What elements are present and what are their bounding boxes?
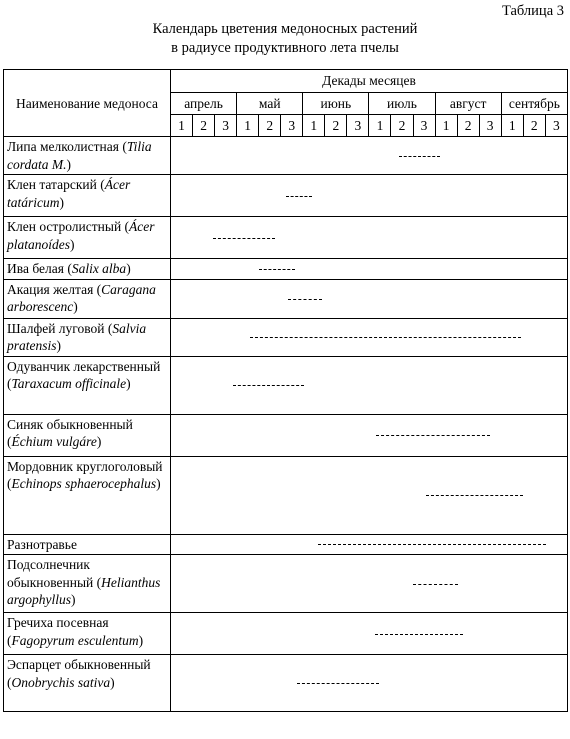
bloom-period-bar bbox=[297, 683, 380, 684]
plant-latin-name: Salvia pratensis bbox=[7, 320, 147, 353]
bloom-timeline-cell bbox=[171, 555, 568, 613]
decade-number: 1 bbox=[501, 115, 523, 137]
month-header: июнь bbox=[303, 93, 369, 115]
plant-name-cell: Ива белая (Salix alba) bbox=[4, 259, 171, 280]
plant-name: Разнотравье bbox=[7, 536, 77, 552]
plant-name-cell: Эспарцет обыкновенный (Onobrychis sativa) bbox=[4, 655, 171, 712]
header-decades: Декады месяцев bbox=[171, 70, 568, 93]
plant-name: Одуванчик лекарственный bbox=[7, 358, 161, 374]
plant-name: Акация желтая bbox=[7, 281, 94, 297]
bloom-period-bar bbox=[213, 238, 275, 239]
plant-name-cell: Шалфей луговой (Salvia pratensis) bbox=[4, 318, 171, 356]
bloom-period-bar bbox=[426, 495, 523, 496]
plant-name: Подсолнечник обыкновенный bbox=[7, 557, 94, 590]
plant-latin-name: Tilia cordata M. bbox=[7, 139, 152, 172]
decade-number: 1 bbox=[237, 115, 259, 137]
plant-name-cell: Акация желтая (Caragana arborescenc) bbox=[4, 279, 171, 318]
plant-name-cell: Одуванчик лекарственный (Taraxacum officinale) bbox=[4, 356, 171, 414]
plant-name: Клен татарский bbox=[7, 177, 97, 192]
decade-number: 3 bbox=[347, 115, 369, 137]
plant-row bbox=[4, 279, 568, 318]
plant-name-cell: Подсолнечник обыкновенный (Helianthus argophyllus) bbox=[4, 555, 171, 613]
plant-name: Синяк обыкновенный bbox=[7, 416, 133, 432]
bloom-period-bar bbox=[413, 584, 458, 585]
bloom-timeline-cell bbox=[171, 613, 568, 655]
plant-row bbox=[4, 613, 568, 655]
decade-number: 3 bbox=[479, 115, 501, 137]
decade-number: 1 bbox=[171, 115, 193, 137]
bloom-calendar-table bbox=[3, 69, 568, 712]
title-line-1: Календарь цветения медоносных растений bbox=[152, 21, 418, 37]
decade-number: 2 bbox=[259, 115, 281, 137]
plant-row bbox=[4, 217, 568, 259]
bloom-period-bar bbox=[288, 299, 322, 300]
decade-number: 3 bbox=[545, 115, 567, 137]
plant-latin-name: Ácer tatáricum bbox=[7, 177, 131, 210]
bloom-timeline-cell bbox=[171, 318, 568, 356]
plant-row bbox=[4, 259, 568, 280]
decade-number: 1 bbox=[435, 115, 457, 137]
plant-name: Эспарцет обыкновенный bbox=[7, 657, 151, 672]
month-header: май bbox=[237, 93, 303, 115]
bloom-period-bar bbox=[375, 634, 463, 635]
decade-number: 3 bbox=[281, 115, 303, 137]
header-row-1 bbox=[4, 70, 568, 93]
header-plant-name: Наименование медоноса bbox=[4, 70, 171, 137]
plant-name: Гречиха посевная bbox=[7, 615, 109, 630]
bloom-period-bar bbox=[376, 435, 490, 436]
plant-name: Липа мелколистная bbox=[7, 139, 119, 154]
table-title bbox=[0, 20, 570, 58]
plant-latin-name: Échium vulgáre bbox=[11, 434, 97, 449]
plant-row bbox=[4, 655, 568, 712]
plant-row bbox=[4, 356, 568, 414]
plant-name-cell: Клен татарский (Ácer tatáricum) bbox=[4, 175, 171, 217]
bloom-timeline-cell bbox=[171, 414, 568, 456]
plant-name-cell bbox=[4, 534, 171, 555]
bloom-period-bar bbox=[259, 269, 294, 270]
plant-name-cell: Гречиха посевная (Fagopyrum esculentum) bbox=[4, 613, 171, 655]
decade-number: 2 bbox=[391, 115, 413, 137]
bloom-period-bar bbox=[233, 385, 305, 386]
plant-name-cell: Мордовник круглоголовый (Echinops sphaerocephalus) bbox=[4, 456, 171, 534]
plant-name: Шалфей луговой bbox=[7, 320, 105, 336]
plant-latin-name: Caragana arborescenc bbox=[7, 281, 156, 314]
decade-number: 3 bbox=[413, 115, 435, 137]
decade-number: 1 bbox=[303, 115, 325, 137]
month-header: август bbox=[435, 93, 501, 115]
bloom-timeline-cell bbox=[171, 217, 568, 259]
plant-name-cell: Синяк обыкновенный (Échium vulgáre) bbox=[4, 414, 171, 456]
bloom-period-bar bbox=[250, 337, 520, 338]
plant-name: Клен остролистный bbox=[7, 219, 122, 234]
decade-number: 1 bbox=[369, 115, 391, 137]
decade-number: 2 bbox=[523, 115, 545, 137]
plant-row bbox=[4, 318, 568, 356]
plant-row bbox=[4, 534, 568, 555]
plant-name-cell: Липа мелколистная (Tilia cordata M.) bbox=[4, 137, 171, 175]
plant-name: Мордовник круглоголовый bbox=[7, 458, 163, 474]
bloom-timeline-cell bbox=[171, 175, 568, 217]
bloom-period-bar bbox=[399, 156, 440, 157]
bloom-timeline-cell bbox=[171, 655, 568, 712]
plant-row bbox=[4, 137, 568, 175]
bloom-timeline-cell bbox=[171, 356, 568, 414]
bloom-period-bar bbox=[286, 196, 312, 197]
plant-row bbox=[4, 414, 568, 456]
title-line-2: в радиусе продуктивного лета пчелы bbox=[171, 40, 399, 56]
month-header: сентябрь bbox=[501, 93, 567, 115]
table-number: Таблица 3 bbox=[501, 3, 564, 19]
plant-name: Ива белая bbox=[7, 261, 64, 276]
plant-latin-name: Taraxacum officinale bbox=[11, 376, 127, 391]
plant-latin-name: Echinops sphaerocephalus bbox=[11, 476, 157, 491]
decade-number: 3 bbox=[215, 115, 237, 137]
bloom-timeline-cell bbox=[171, 534, 568, 555]
plant-latin-name: Onobrychis sativa bbox=[11, 674, 111, 690]
plant-latin-name: Helianthus argophyllus bbox=[7, 574, 161, 607]
decade-number: 2 bbox=[193, 115, 215, 137]
decade-number: 2 bbox=[457, 115, 479, 137]
plant-latin-name: Fagopyrum esculentum bbox=[11, 632, 139, 648]
month-header: июль bbox=[369, 93, 435, 115]
plant-name-cell: Клен остролистный (Ácer platanoídes) bbox=[4, 217, 171, 259]
bloom-period-bar bbox=[318, 544, 546, 545]
bloom-timeline-cell bbox=[171, 456, 568, 534]
plant-row bbox=[4, 555, 568, 613]
bloom-timeline-cell bbox=[171, 279, 568, 318]
month-header: апрель bbox=[171, 93, 237, 115]
plant-row bbox=[4, 456, 568, 534]
plant-latin-name: Salix alba bbox=[71, 261, 127, 276]
plant-row bbox=[4, 175, 568, 217]
bloom-timeline-cell bbox=[171, 259, 568, 280]
bloom-timeline-cell bbox=[171, 137, 568, 175]
decade-number: 2 bbox=[325, 115, 347, 137]
plant-latin-name: Ácer platanoídes bbox=[7, 219, 155, 252]
